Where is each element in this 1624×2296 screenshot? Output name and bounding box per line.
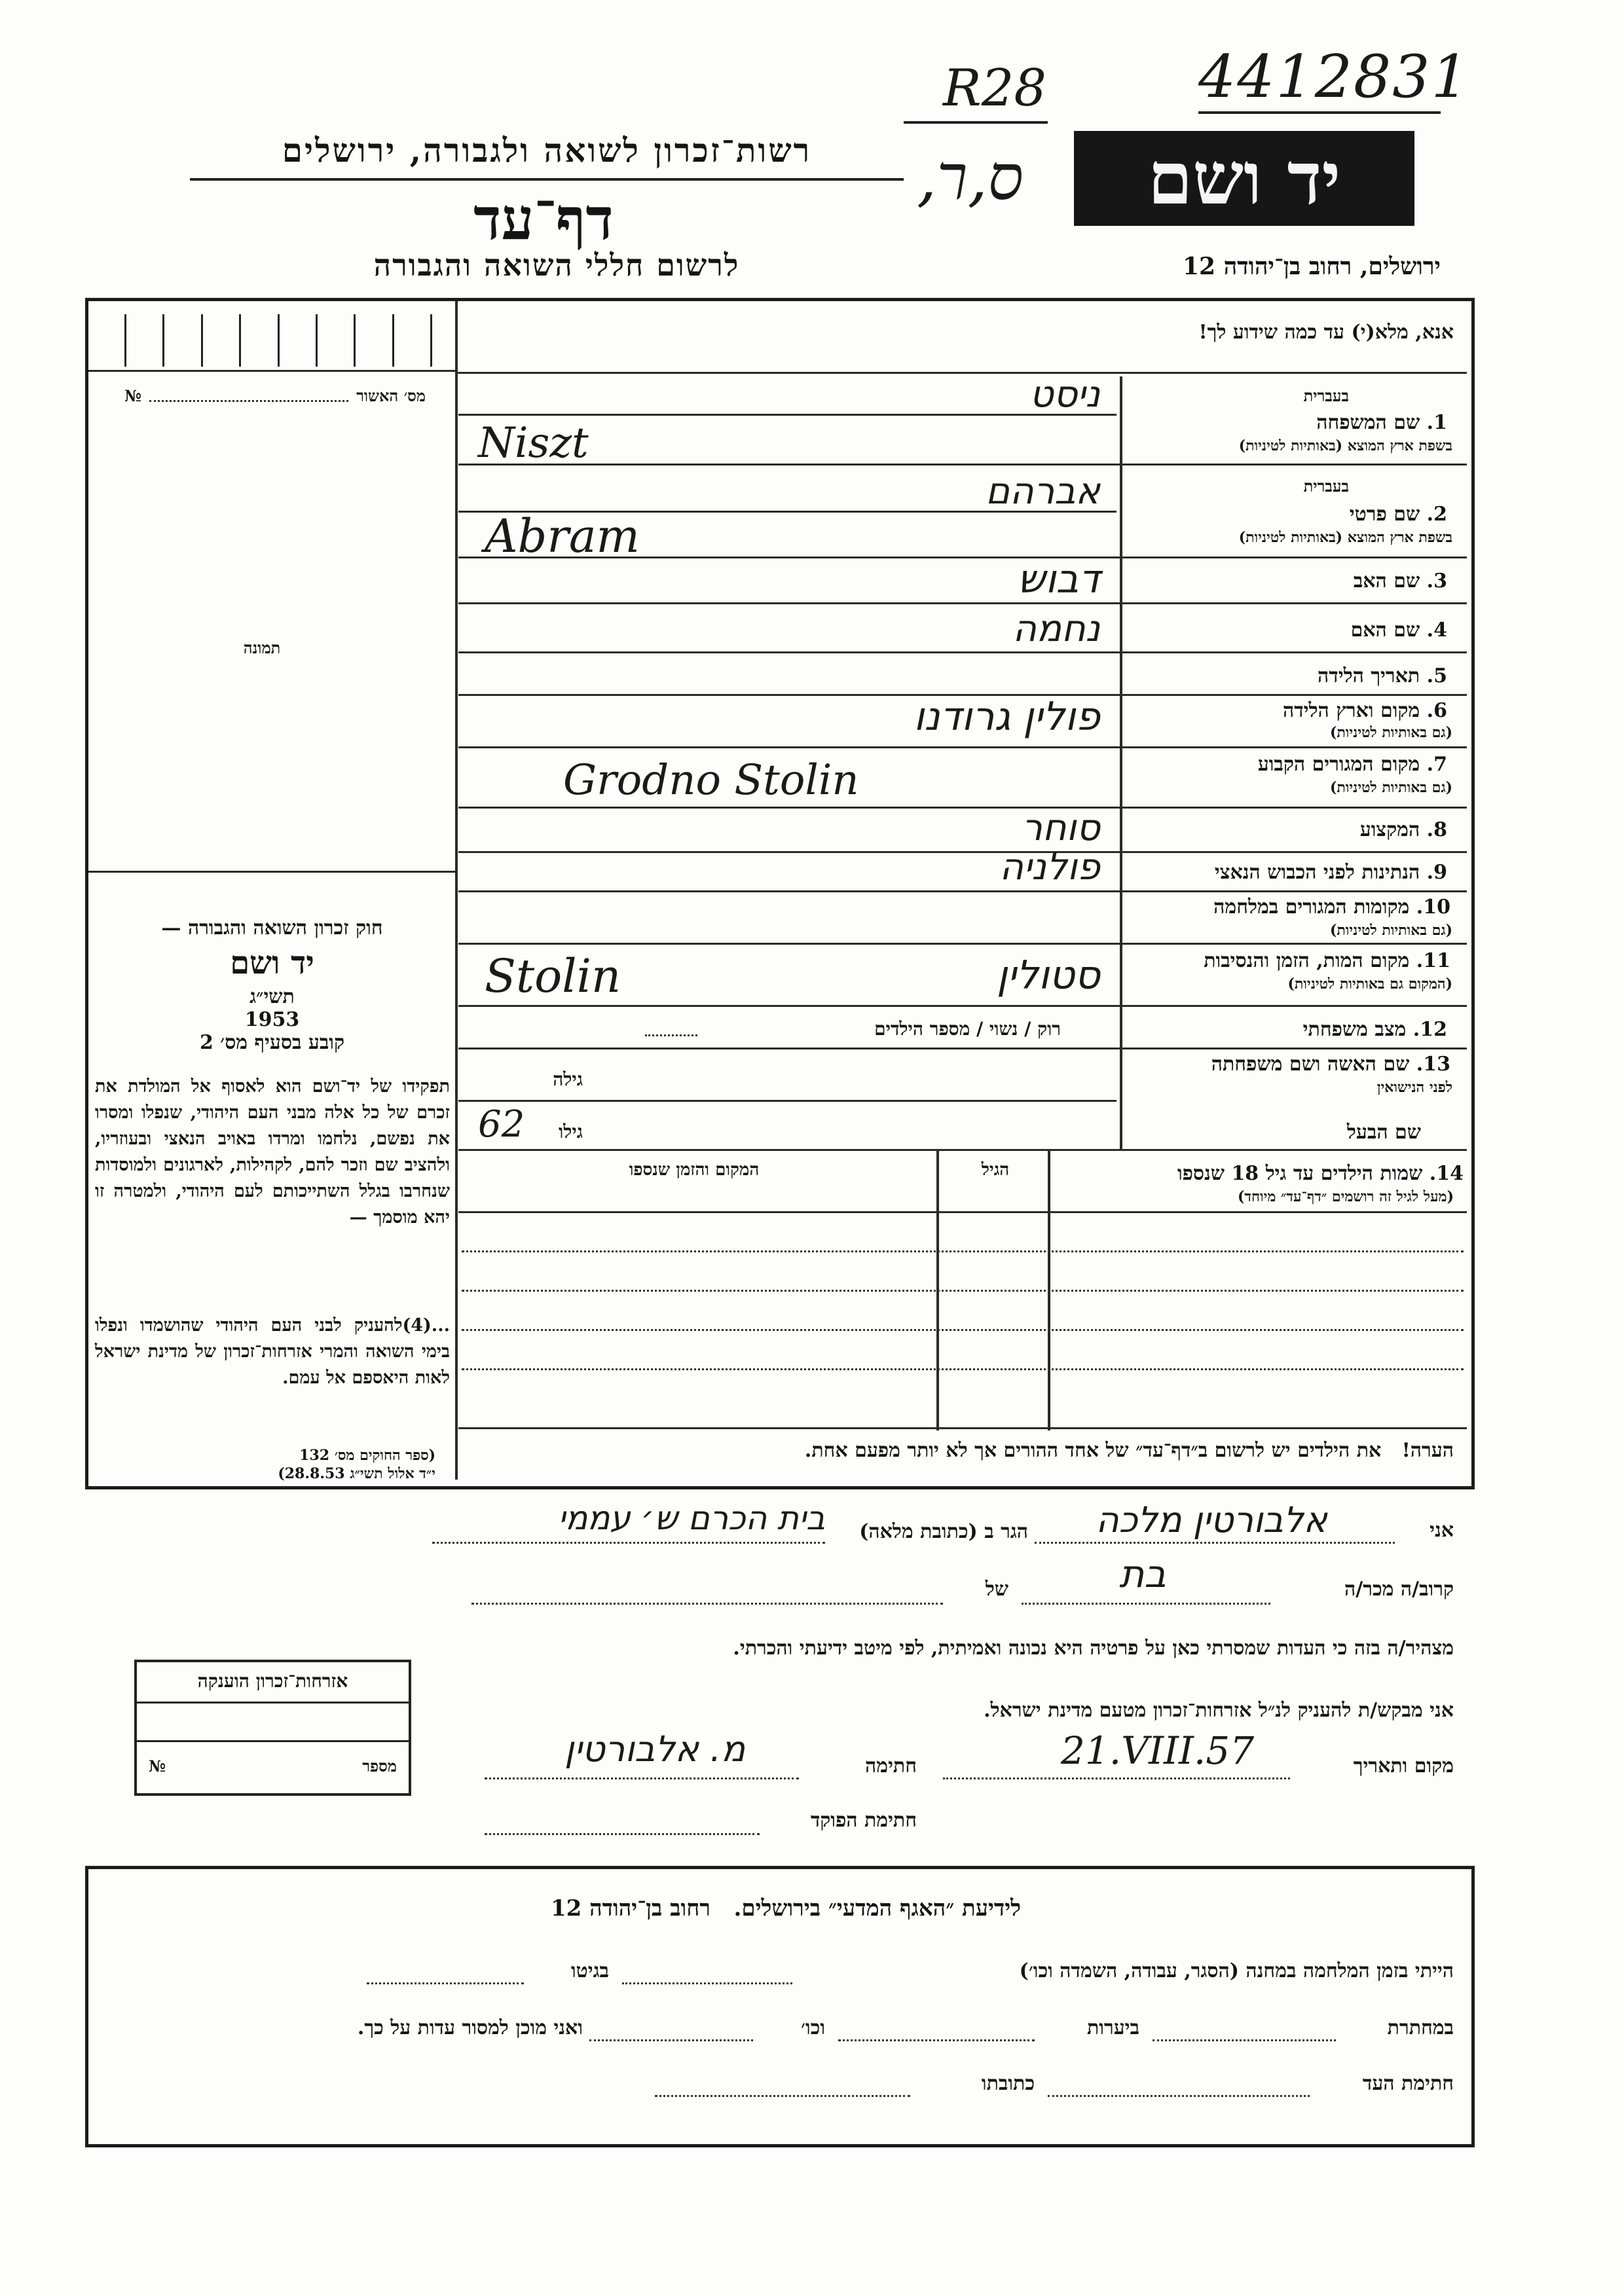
- age2-label: גילו: [559, 1121, 583, 1142]
- footer-camp-line: [622, 1982, 792, 1984]
- relative-line: [1022, 1603, 1270, 1605]
- footer-etc-label: וכו׳: [801, 2016, 825, 2039]
- field-4-value: נחמה: [1012, 608, 1100, 650]
- children-subtitle: (מעל לגיל זה רושמים ״דף־עד״ מיוחד): [1237, 1188, 1454, 1205]
- field-2-label: [1133, 503, 1447, 526]
- archive-number: 4412831: [1198, 43, 1470, 111]
- field-7-label: [1133, 753, 1447, 776]
- field-13-label-text: שם האשה ושם משפחתה: [1211, 1053, 1410, 1076]
- field-1-line-b: [458, 464, 1467, 465]
- field-3-label-text: שם האב: [1353, 570, 1420, 592]
- footer-line1: הייתי בזמן המלחמה במחנה (הסגר, עבודה, השמדה וכו׳): [1019, 1959, 1454, 1982]
- authority-line: רשות־זכרון לשואה ולגבורה, ירושלים: [282, 131, 812, 170]
- children-count-dots: [645, 1034, 697, 1036]
- footer-underground-label: במחתרת: [1387, 2016, 1454, 2039]
- signature-label: חתימה: [865, 1755, 917, 1777]
- children-title-text: שמות הילדים עד גיל 18 שנספו: [1177, 1162, 1423, 1185]
- footer-title-row: [327, 1895, 1244, 1922]
- field-2-value: אברהם: [985, 470, 1100, 513]
- law-text-2: ...(4)להעניק לבני העם היהודי שהושמדו ונפלו בימי השואה והמרי אזרחות־זכרון של מדינת ישראל לאות היאספם אל עמם.: [95, 1315, 450, 1388]
- field-2-label-text: שם פרטי: [1349, 503, 1420, 526]
- citizenship-number-row: [137, 1742, 409, 1776]
- form-title: דף־עד: [473, 185, 614, 253]
- age-label: גילה: [553, 1068, 583, 1090]
- field-1-label-text: שם המשפחה: [1316, 411, 1420, 434]
- yad-vashem-logo: יד ושם: [1074, 131, 1414, 226]
- declaration-text: מצהיר/ה בזה כי העדות שמסרתי כאן על פרטיה היא נכונה ואמיתית, לפי מיטב ידיעתי והכרתי.: [733, 1637, 1454, 1660]
- field-6-label: [1133, 699, 1447, 722]
- note-row: [471, 1439, 1454, 1462]
- law-text: תפקידו של יד־ושם הוא לאסוף אל המולדת את זכרם של כל אלה מבני העם היהודי, שנפלו ומסרו את נפשם, נלחמו ומרדו באויב הנאצי ובעוזריו, ולהציב שם וזכר להם, לקהילות, לארגונים ולמוסדות שנחרבו בגלל השתייכותם לעם היהודי, ולמטרה זו יהא מוסמך —: [95, 1076, 450, 1228]
- request-text: אני מבקש/ת להעניק לנ״ל אזרחות־זכרון מטעם מדינת ישראל.: [984, 1699, 1454, 1722]
- signature-line: [485, 1777, 799, 1779]
- field-4-label: [1133, 619, 1447, 642]
- declarant-ani: אני: [1430, 1519, 1454, 1542]
- declarant-lives-label: הגר ב (כתובת מלאה): [859, 1520, 1028, 1543]
- field-11-value: סטולין: [996, 953, 1100, 998]
- signature-value: מ. אלבורטין: [564, 1728, 745, 1770]
- footer-witness-sig-line: [1048, 2095, 1310, 2097]
- field-3-num: 3.: [1426, 570, 1447, 592]
- field-8-num: 8.: [1426, 818, 1447, 841]
- date-value: 21.VIII.57: [1061, 1728, 1255, 1773]
- field-1-value: ניסט: [1029, 373, 1100, 416]
- field-4-num: 4.: [1426, 619, 1447, 642]
- field-1-label: [1133, 411, 1447, 434]
- field-5-label-text: תאריך הלידה: [1318, 665, 1420, 687]
- footer-address-label: כתובתו: [981, 2072, 1035, 2095]
- children-bottom-line: [458, 1427, 1467, 1429]
- main-form-frame: [85, 298, 1475, 1489]
- declarant-name: אלבורטין מלכה: [1096, 1499, 1327, 1540]
- official-signature-line: [485, 1833, 760, 1835]
- field-11-label: [1130, 949, 1450, 972]
- field-12-label-text: מצב משפחתי: [1302, 1018, 1407, 1041]
- footer-witness-sig-label: חתימת העד: [1362, 2072, 1454, 2095]
- footer-ghetto-line: [367, 1982, 524, 1984]
- law-year: 1953: [244, 1008, 300, 1031]
- official-signature-label: חתימת הפוקד: [810, 1809, 917, 1832]
- citizenship-box: [134, 1660, 411, 1796]
- field-7-value: Grodno Stolin: [563, 756, 859, 805]
- field-8-label: [1133, 818, 1447, 841]
- law-name: יד ושם: [230, 945, 314, 981]
- corner-number: R28: [943, 59, 1046, 118]
- law-box: [97, 917, 447, 1054]
- form-subtitle: לרשום חללי השואה והגבורה: [373, 247, 740, 283]
- note-text: את הילדים יש לרשום ב״דף־עד״ של אחד ההורים אך לא יותר מפעם אחת.: [804, 1439, 1382, 1462]
- field-12-num: 12.: [1412, 1018, 1447, 1041]
- children-num: 14.: [1429, 1162, 1464, 1185]
- field-13-line: [458, 1100, 1116, 1102]
- field-10-label: [1130, 896, 1450, 919]
- declarant-name-line: [1035, 1542, 1395, 1544]
- photo-bottom-line: [88, 871, 455, 873]
- field-3-line: [458, 602, 1467, 604]
- field-2-side: בעברית: [1303, 477, 1349, 496]
- citizenship-title: אזרחות־זכרון הוענקה: [137, 1662, 409, 1704]
- field-10-label-text: מקומות המגורים במלחמה: [1213, 896, 1410, 919]
- field-11-line: [458, 1005, 1467, 1007]
- of-label: של: [985, 1578, 1008, 1601]
- marital-options: רוק / נשוי / מספר הילדים: [874, 1018, 1061, 1040]
- header-address: ירושלים, רחוב בן־יהודה 12: [1182, 253, 1441, 280]
- husband-line: [458, 1149, 1467, 1151]
- date-line: [943, 1777, 1290, 1779]
- law-year-heb: תשי״ג: [249, 985, 295, 1008]
- field-12-label: [1133, 1018, 1447, 1041]
- approval-number-boxes: [124, 314, 432, 367]
- children-row-2: [462, 1290, 1464, 1292]
- field-6-label-text: מקום וארץ הלידה: [1282, 699, 1420, 722]
- label-column-divider: [1120, 376, 1122, 1149]
- children-col-place: המקום והזמן שנספו: [629, 1160, 760, 1180]
- field-11-sub: (המקום גם באותיות לטיניות): [1287, 975, 1452, 993]
- left-column-divider: [455, 301, 458, 1480]
- field-4-line: [458, 651, 1467, 653]
- field-11-num: 11.: [1416, 949, 1450, 972]
- field-2-sub: בשפת ארץ המוצא (באותיות לטיניות): [1238, 529, 1452, 546]
- field-9-label: [1133, 861, 1447, 884]
- field-1-value-latin: Niszt: [478, 419, 589, 467]
- husband-label: שם הבעל: [1346, 1121, 1421, 1144]
- field-1-side: בעברית: [1303, 386, 1349, 405]
- authority-underline: [190, 178, 904, 181]
- intro-text: אנא, מלא(י) עד כמה שידוע לך!: [1198, 321, 1454, 344]
- footer-address: רחוב בן־יהודה 12: [550, 1895, 711, 1922]
- archive-underline: [1198, 111, 1441, 114]
- field-6-num: 6.: [1426, 699, 1447, 722]
- footer-address-line: [655, 2095, 910, 2097]
- field-12-line: [458, 1048, 1467, 1049]
- field-9-line: [458, 890, 1467, 892]
- field-9-value: פולניה: [999, 846, 1100, 888]
- relative-label: קרוב/ה מכר/ה: [1344, 1578, 1454, 1601]
- field-7-num: 7.: [1426, 753, 1447, 776]
- children-row-4: [462, 1368, 1464, 1370]
- field-10-line: [458, 943, 1467, 945]
- field-9-num: 9.: [1426, 861, 1447, 884]
- field-7-label-text: מקום המגורים הקבוע: [1257, 753, 1420, 776]
- citizenship-number-prefix: №: [149, 1757, 166, 1776]
- field-7-sub: (גם באותיות לטיניות): [1329, 779, 1452, 796]
- field-10-sub: (גם באותיות לטיניות): [1329, 922, 1452, 939]
- law-source-2: י״ד אלול תשי״ג 28.8.53): [278, 1465, 435, 1482]
- field-9-label-text: הנתינות לפני הכבוש הנאצי: [1214, 861, 1420, 884]
- footer-ready: ואני מוכן למסור עדות על כך.: [357, 2016, 583, 2039]
- children-row-3: [462, 1329, 1464, 1331]
- field-8-value: סוחר: [1022, 807, 1100, 849]
- age2-value: 62: [478, 1103, 525, 1146]
- field-6-line: [458, 746, 1467, 748]
- footer-forests-label: ביערות: [1086, 2016, 1139, 2039]
- field-3-value: דבוש: [1017, 556, 1100, 602]
- field-5-num: 5.: [1426, 665, 1447, 687]
- approval-suffix: №: [124, 386, 142, 405]
- declarant-address-line: [432, 1542, 825, 1544]
- relative-value: בת: [1119, 1552, 1166, 1596]
- field-13-num: 13.: [1416, 1053, 1450, 1076]
- citizenship-number-label: מספר: [362, 1757, 397, 1776]
- of-line: [471, 1603, 943, 1605]
- declarant-address: בית הכרם ש׳ עממי: [558, 1499, 825, 1537]
- footer-underground-line: [1153, 2039, 1336, 2041]
- field-4-label-text: שם האם: [1350, 619, 1420, 642]
- children-col-age: הגיל: [981, 1160, 1010, 1180]
- photo-label: תמונה: [243, 638, 281, 657]
- field-3-label: [1133, 570, 1447, 592]
- field-6-value: פולין גרודנו: [913, 694, 1100, 740]
- field-13-label: [1130, 1053, 1450, 1076]
- children-header-line: [458, 1211, 1467, 1213]
- approval-label: מס׳ האשור: [356, 386, 426, 405]
- place-date-label: מקום ותאריך: [1353, 1755, 1454, 1777]
- field-5-label: [1133, 665, 1447, 687]
- field-6-sub: (גם באותיות לטיניות): [1329, 724, 1452, 741]
- field-11-value-latin: Stolin: [485, 949, 621, 1003]
- field-2-value-latin: Abram: [485, 509, 640, 563]
- children-title: [1054, 1162, 1464, 1185]
- field-11-label-text: מקום המות, הזמן והנסיבות: [1204, 949, 1410, 972]
- field-10-num: 10.: [1416, 896, 1450, 919]
- footer-etc-line: [589, 2039, 753, 2041]
- footer-ghetto-label: בגיטו: [570, 1959, 609, 1982]
- note-label: הערה!: [1401, 1439, 1454, 1462]
- field-8-label-text: המקצוע: [1359, 818, 1420, 841]
- law-source: (ספר החוקים מס׳ 132: [299, 1447, 435, 1464]
- annotation: ס,ר,: [917, 141, 1024, 214]
- law-title: חוק זכרון השואה והגבורה —: [161, 917, 383, 939]
- field-2-num: 2.: [1426, 503, 1447, 526]
- children-row-1: [462, 1250, 1464, 1252]
- field-1-num: 1.: [1426, 411, 1447, 434]
- approval-row: [124, 386, 426, 406]
- approval-line: [88, 370, 455, 372]
- footer-forests-line: [838, 2039, 1035, 2041]
- field-1-sub: בשפת ארץ המוצא (באותיות לטיניות): [1238, 437, 1452, 454]
- field-13-sub: לפני הנישואין: [1376, 1079, 1452, 1096]
- corner-underline: [904, 121, 1048, 124]
- law-section: קובע בסעיף מס׳ 2: [199, 1031, 345, 1054]
- footer-title: לידיעת ״האגף המדעי״ בירושלים.: [733, 1895, 1022, 1922]
